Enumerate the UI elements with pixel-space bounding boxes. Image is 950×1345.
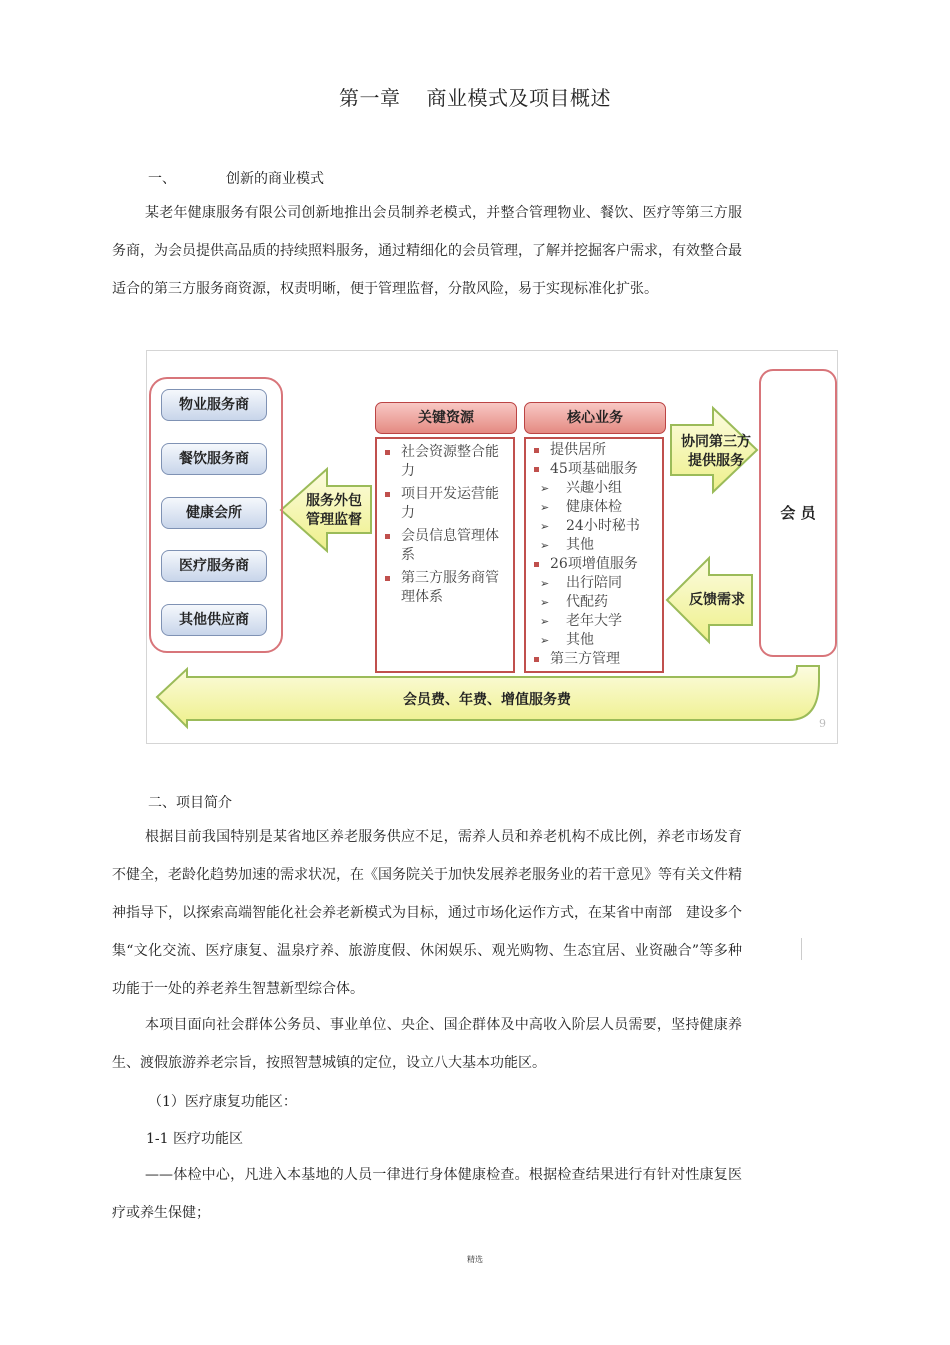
item-1-1-heading: 1-1 医疗功能区: [146, 1131, 243, 1147]
list-item: ➢ 其他: [526, 536, 662, 555]
supplier-property: 物业服务商: [161, 389, 267, 421]
list-item: 26项增值服务: [526, 555, 662, 574]
section2-paragraph-1: 根据目前我国特别是某省地区养老服务供应不足，需养人员和养老机构不成比例，养老市场发育不健全，老龄化趋势加速的需求状况，在《国务院关于加快发展养老服务业的若干意见》等有关文件精神指导下，以探索高端智能化社会养老新模式为目标，通过市场化运作方式，在某省中南部 建设多个集“文化交流、医疗康复、温泉疗养、旅游度假、休闲娱乐、观光购物、生态宜居、业资融合”等多种功能于一处的养老养生智慧新型综合体。: [112, 829, 742, 997]
business-model-diagram: [146, 350, 838, 744]
margin-mark: [801, 938, 802, 960]
list-item: 会员信息管理体系: [377, 527, 501, 565]
cooperate-arrow-label: 协同第三方 提供服务: [681, 434, 751, 469]
list-item: ➢ 代配药: [526, 593, 662, 612]
supplier-other: 其他供应商: [161, 604, 267, 636]
list-item: 第三方管理: [526, 650, 662, 669]
list-item: 提供居所: [526, 441, 662, 460]
list-item: ➢ 健康体检: [526, 498, 662, 517]
feedback-arrow-label: 反馈需求: [689, 592, 745, 608]
fee-arrow-label: 会员费、年费、增值服务费: [403, 692, 571, 708]
list-item: 项目开发运营能力: [377, 485, 501, 523]
page-footer: 精选: [467, 1255, 483, 1264]
chapter-name: 商业模式及项目概述: [426, 86, 611, 110]
list-item: ➢ 老年大学: [526, 612, 662, 631]
list-item: 第三方服务商管理体系: [377, 569, 501, 607]
item-1-heading: （1）医疗康复功能区：: [148, 1094, 297, 1110]
chapter-title: [0, 82, 950, 111]
diagram-page-number: 9: [819, 717, 826, 730]
core-business-list: [526, 439, 662, 669]
section1-heading: [148, 168, 324, 188]
key-resources-box: [375, 437, 515, 673]
chapter-number: 第一章: [339, 86, 401, 110]
list-item: ➢ 其他: [526, 631, 662, 650]
key-resources-list: [377, 439, 513, 607]
item-1-1-paragraph: ——体检中心，凡进入本基地的人员一律进行身体健康检查。根据检查结果进行有针对性康复医疗或养生保健；: [112, 1167, 742, 1221]
list-item: 45项基础服务: [526, 460, 662, 479]
list-item: ➢ 兴趣小组: [526, 479, 662, 498]
core-business-header: 核心业务: [524, 402, 666, 434]
section1-title: 创新的商业模式: [226, 171, 324, 187]
section2-heading: 二、项目简介: [148, 795, 232, 811]
key-resources-header: 关键资源: [375, 402, 517, 434]
list-item: ➢ 出行陪同: [526, 574, 662, 593]
outsource-arrow-label: 服务外包 管理监督: [306, 493, 362, 528]
list-item: 社会资源整合能力: [377, 443, 501, 481]
list-item: ➢ 24小时秘书: [526, 517, 662, 536]
member-box: 会 员: [759, 369, 837, 657]
section1-number: 一、: [148, 171, 176, 187]
section1-paragraph: 某老年健康服务有限公司创新地推出会员制养老模式，并整合管理物业、餐饮、医疗等第三方服务商，为会员提供高品质的持续照料服务，通过精细化的会员管理，了解并挖掘客户需求，有效整合最适合的第三方服务商资源，权责明晰，便于管理监督，分散风险，易于实现标准化扩张。: [112, 205, 742, 297]
supplier-health-club: 健康会所: [161, 497, 267, 529]
section2-paragraph-2: 本项目面向社会群体公务员、事业单位、央企、国企群体及中高收入阶层人员需要，坚持健康养生、渡假旅游养老宗旨，按照智慧城镇的定位，设立八大基本功能区。: [112, 1017, 742, 1071]
supplier-medical: 医疗服务商: [161, 550, 267, 582]
core-business-box: [524, 437, 664, 673]
supplier-catering: 餐饮服务商: [161, 443, 267, 475]
